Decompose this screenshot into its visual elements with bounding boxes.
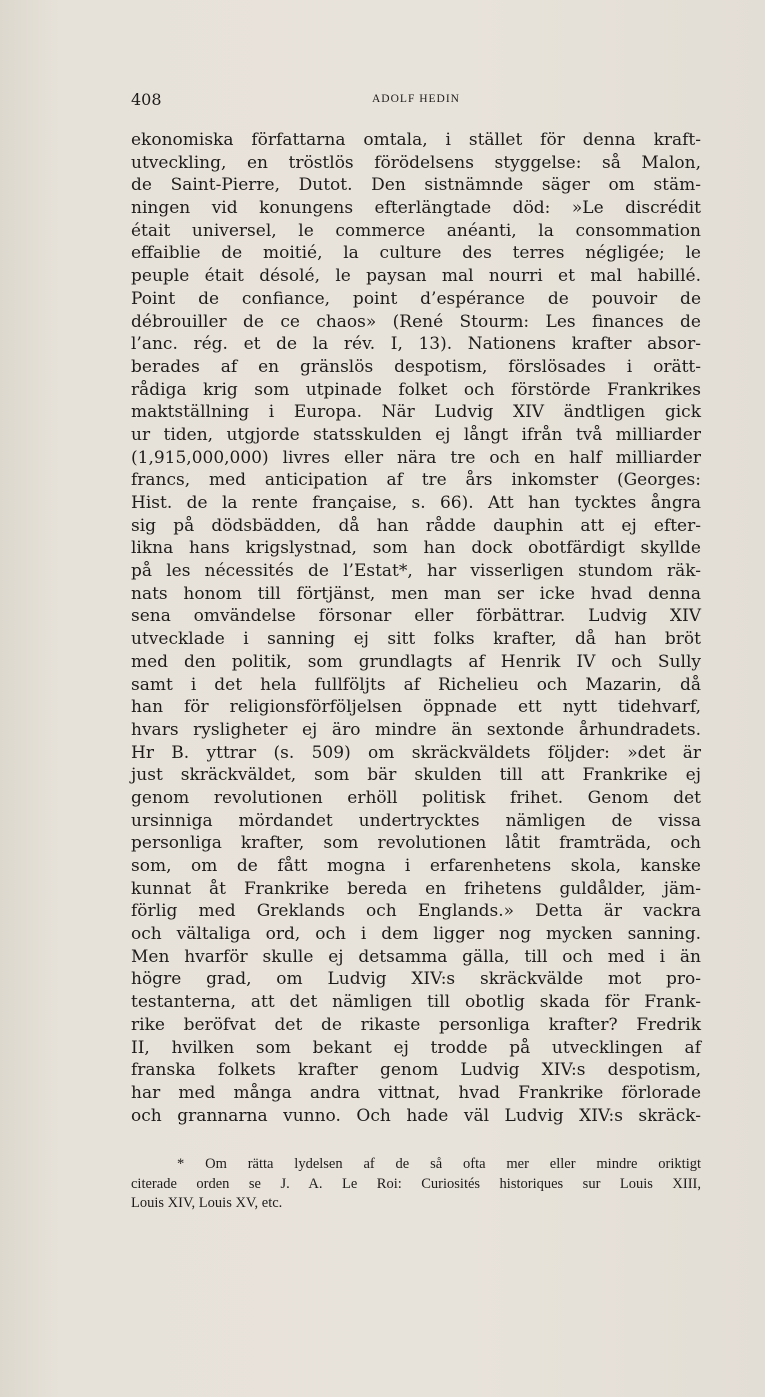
text-line: effaiblie de moitié, la culture des terres négligée; le [131,243,701,264]
text-line: genom revolutionen erhöll politisk frihet. Genom det [131,787,701,808]
text-line: francs, med anticipation af tre års inkomster (Georges: [131,470,701,491]
text-line: ur tiden, utgjorde statsskulden ej långt ifrån två milliarder [131,424,701,445]
text-line: franska folkets krafter genom Ludvig XIV:s despotism, [131,1060,701,1081]
text-line: Hr B. yttrar (s. 509) om skräckväldets följder: »det är [131,742,701,763]
text-line: (1,915,000,000) livres eller nära tre och en half milliarder [131,447,701,468]
text-line: rådiga krig som utpinade folket och förstörde Frankrikes [131,379,701,400]
text-line: och grannarna vunno. Och hade väl Ludvig XIV:s skräck- [131,1105,701,1126]
page-number: 408 [131,90,162,109]
text-line: Men hvarför skulle ej detsamma gälla, till och med i än [131,946,701,967]
text-line: förlig med Greklands och Englands.» Detta är vackra [131,901,701,922]
text-line: débrouiller de ce chaos» (René Stourm: Les finances de [131,311,701,332]
text-line: berades af en gränslös despotism, förslösades i orätt- [131,356,701,377]
running-head: ADOLF HEDIN [372,93,460,105]
text-line: Hist. de la rente française, s. 66). Att han tycktes ångra [131,493,701,513]
text-line: och vältaliga ord, och i dem ligger nog mycken sanning. [131,924,701,945]
text-line: med den politik, som grundlagts af Henrik IV och Sully [131,651,701,672]
page-header [131,90,701,112]
text-line: han för religionsförföljelsen öppnade ett nytt tidehvarf, [131,697,701,718]
text-line: just skräckväldet, som bär skulden till att Frankrike ej [131,765,701,786]
text-line: sig på dödsbädden, då han rådde dauphin att ej efter- [131,515,701,536]
text-line: utveckling, en tröstlös förödelsens styggelse: så Malon, [131,152,701,173]
body-text [131,129,701,1127]
text-line: nats honom till förtjänst, men man ser icke hvad denna [131,583,701,604]
text-line: ursinniga mördandet undertrycktes nämligen de vissa [131,810,701,831]
text-line: hvars rysligheter ej äro mindre än sextonde århundradets. [131,719,701,740]
text-line: personliga krafter, som revolutionen låtit framträda, och [131,833,701,854]
text-line: ningen vid konungens efterlängtade död: »Le discrédit [131,198,701,219]
footnote-line: Louis XIV, Louis XV, etc. [131,1195,283,1211]
text-line: rike beröfvat det de rikaste personliga krafter? Fredrik [131,1014,701,1035]
text-line: testanterna, att det nämligen till obotlig skada för Frank- [131,992,701,1013]
text-line: på les nécessités de l’Estat*, har visserligen stundom räk- [131,561,701,582]
text-line: har med många andra vittnat, hvad Frankrike förlorade [131,1082,701,1103]
text-line: de Saint-Pierre, Dutot. Den sistnämnde säger om stäm- [131,175,701,196]
text-line: utvecklade i sanning ej sitt folks krafter, då han bröt [131,629,701,650]
text-line: II, hvilken som bekant ej trodde på utvecklingen af [131,1037,701,1058]
text-line: högre grad, om Ludvig XIV:s skräckvälde mot pro- [131,969,701,990]
text-line: samt i det hela fullföljts af Richelieu och Mazarin, då [131,674,701,695]
text-line: kunnat åt Frankrike bereda en frihetens guldålder, jäm- [131,878,701,899]
text-line: l’anc. rég. et de la rév. I, 13). Nationens krafter absor- [131,334,701,355]
footnote-line: citerade orden se J. A. Le Roi: Curiosités historiques sur Louis XIII, [131,1175,701,1192]
footnote-line: * Om rätta lydelsen af de så ofta mer eller mindre oriktigt [177,1156,701,1172]
text-line: sena omvändelse försonar eller förbättrar. Ludvig XIV [131,606,701,627]
text-line: peuple était désolé, le paysan mal nourri et mal habillé. [131,266,701,287]
footnote [131,1155,701,1214]
text-line: som, om de fått mogna i erfarenhetens skola, kanske [131,856,701,876]
text-line: Point de confiance, point d’espérance de pouvoir de [131,288,701,309]
text-line: maktställning i Europa. När Ludvig XIV ändtligen gick [131,402,701,423]
text-line: likna hans krigslystnad, som han dock obotfärdigt skyllde [131,538,701,559]
text-line: était universel, le commerce anéanti, la consommation [131,220,701,241]
text-line: ekonomiska författarna omtala, i stället för denna kraft- [131,130,701,150]
